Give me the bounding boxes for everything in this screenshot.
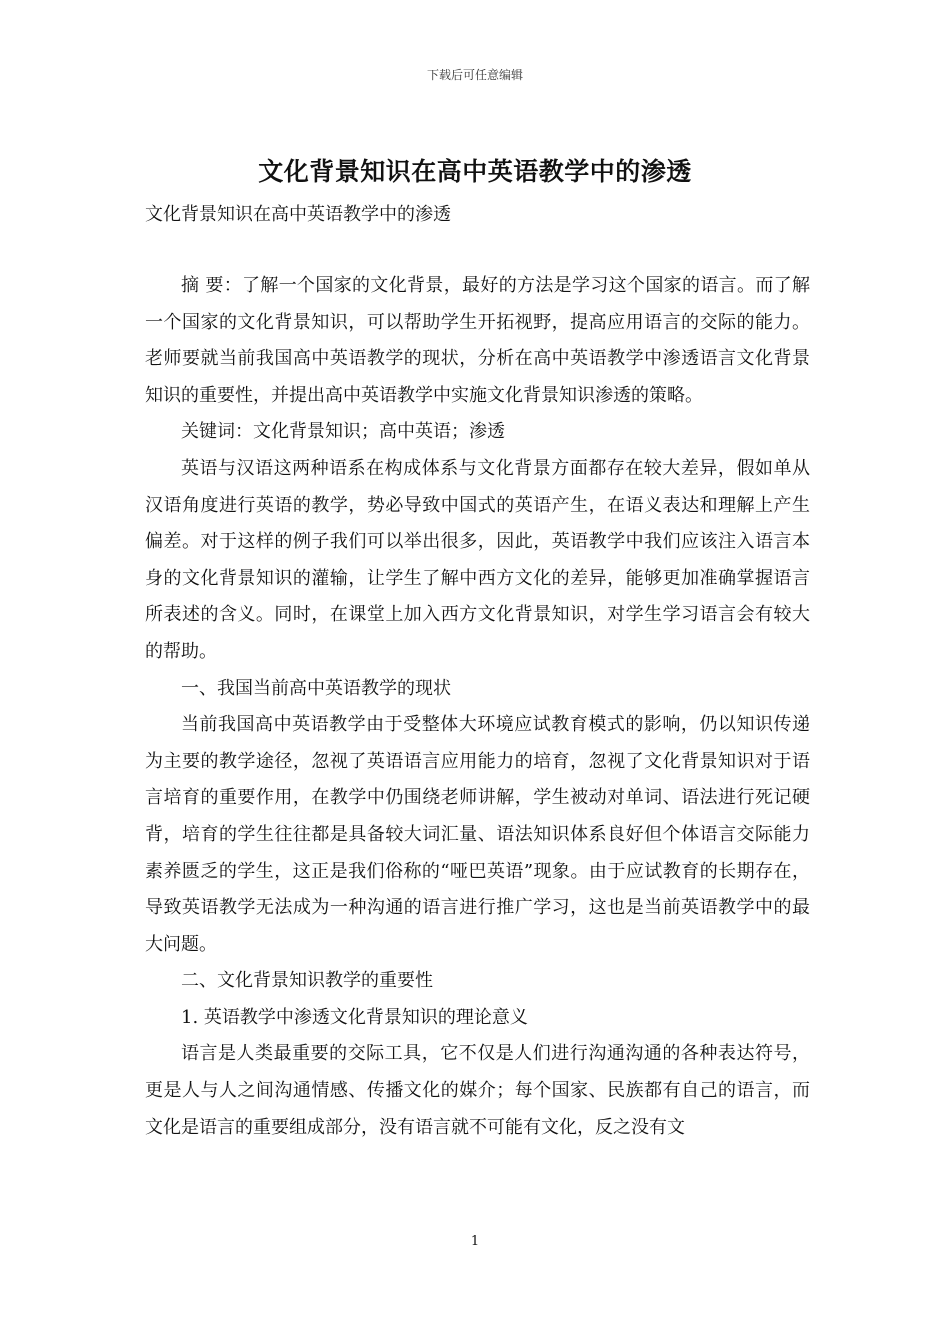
intro-paragraph: 英语与汉语这两种语系在构成体系与文化背景方面都存在较大差异，假如单从汉语角度进行英语的教学，势必导致中国式的英语产生，在语义表达和理解上产生偏差。对于这样的例子我们可以举出很多，因此，英语教学中我们应该注入语言本身的文化背景知识的灌输，让学生了解中西方文化的差异，能够更加准确掌握语言所表述的含义。同时，在课堂上加入西方文化背景知识，对学生学习语言会有较大的帮助。 bbox=[145, 457, 810, 662]
header-note: 下载后可任意编辑 bbox=[426, 68, 523, 82]
section-heading-1: 一、我国当前高中英语教学的现状 bbox=[181, 677, 451, 699]
abstract-paragraph: 摘 要：了解一个国家的文化背景，最好的方法是学习这个国家的语言。而了解一个国家的文化背景知识，可以帮助学生开拓视野，提高应用语言的交际的能力。老师要就当前我国高中英语教学的现状，分析在高中英语教学中渗透语言文化背景知识的重要性，并提出高中英语教学中实施文化背景知识渗透的策略。 bbox=[145, 275, 810, 406]
document-subtitle: 文化背景知识在高中英语教学中的渗透 bbox=[145, 204, 451, 225]
page-number: 1 bbox=[470, 1234, 480, 1249]
section-heading-2: 二、文化背景知识教学的重要性 bbox=[181, 970, 433, 992]
document-title: 文化背景知识在高中英语教学中的渗透 bbox=[258, 157, 692, 186]
body-paragraph: 当前我国高中英语教学由于受整体大环境应试教育模式的影响，仍以知识传递为主要的教学途径，忽视了英语语言应用能力的培育，忽视了文化背景知识对于语言培育的重要作用，在教学中仍围绕老师讲解，学生被动对单词、语法进行死记硬背，培育的学生往往都是具备较大词汇量、语法知识体系良好但个体语言交际能力素养匮乏的学生，这正是我们俗称的“哑巴英语”现象。由于应试教育的长期存在，导致英语教学无法成为一种沟通的语言进行推广学习，这也是当前英语教学中的最大问题。 bbox=[145, 714, 810, 955]
subsection-heading-1: 1. 英语教学中渗透文化背景知识的理论意义 bbox=[181, 1006, 528, 1028]
keywords-paragraph: 关键词：文化背景知识；高中英语；渗透 bbox=[181, 421, 505, 443]
document-body bbox=[145, 268, 810, 1146]
body-paragraph: 语言是人类最重要的交际工具，它不仅是人们进行沟通沟通的各种表达符号，更是人与人之间沟通情感、传播文化的媒介；每个国家、民族都有自己的语言，而文化是语言的重要组成部分，没有语言就不可能有文化，反之没有文 bbox=[145, 1043, 810, 1138]
